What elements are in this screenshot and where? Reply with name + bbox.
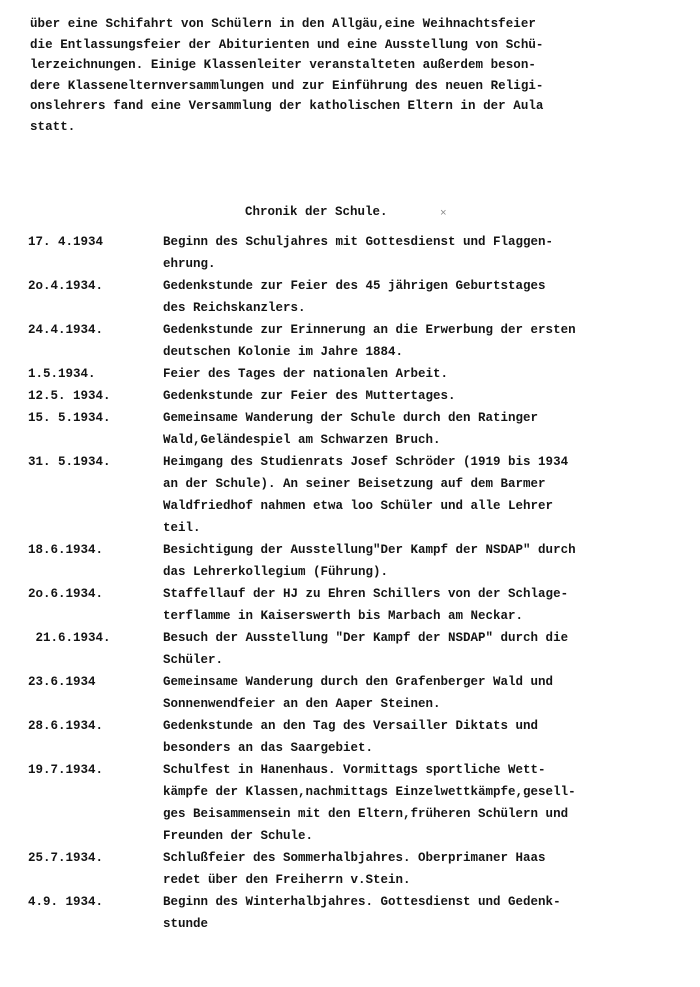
entry-date: 12.5. 1934. (28, 389, 111, 403)
entry-date: 21.6.1934. (28, 631, 111, 645)
entry-line: kämpfe der Klassen,nachmittags Einzelwettkämpfe,gesell- (163, 785, 576, 799)
chronicle-entry (0, 671, 700, 715)
entry-line: Waldfriedhof nahmen etwa loo Schüler und alle Lehrer (163, 499, 554, 513)
entry-line: Gedenkstunde an den Tag des Versailler Diktats und (163, 719, 539, 733)
entry-line: terflamme in Kaiserswerth bis Marbach am Neckar. (163, 609, 524, 623)
entry-line: Freunden der Schule. (163, 829, 314, 843)
chronicle-entry (0, 539, 700, 583)
entry-date: 23.6.1934 (28, 675, 96, 689)
chronicle-entry (0, 363, 700, 385)
entry-line: Staffellauf der HJ zu Ehren Schillers von der Schlage- (163, 587, 569, 601)
entry-line: Sonnenwendfeier an den Aaper Steinen. (163, 697, 441, 711)
entry-date: 15. 5.1934. (28, 411, 111, 425)
chronicle-entry (0, 231, 700, 275)
chronicle-entry (0, 715, 700, 759)
entry-line: stunde (163, 917, 209, 931)
entry-text (163, 363, 700, 385)
entry-line: redet über den Freiherrn v.Stein. (163, 873, 411, 887)
entry-text (163, 627, 700, 671)
entry-date: 25.7.1934. (28, 851, 104, 865)
entry-line: besonders an das Saargebiet. (163, 741, 374, 755)
entry-line: Beginn des Schuljahres mit Gottesdienst und Flaggen- (163, 235, 554, 249)
entry-line: des Reichskanzlers. (163, 301, 306, 315)
intro-line: onslehrers fand eine Versammlung der katholischen Eltern in der Aula (30, 99, 544, 114)
entry-line: Gedenkstunde zur Feier des Muttertages. (163, 389, 456, 403)
intro-paragraph (30, 14, 690, 138)
entry-text (163, 583, 700, 627)
entry-date: 24.4.1934. (28, 323, 104, 337)
intro-line: dere Klassenelternversammlungen und zur Einführung des neuen Religi- (30, 78, 544, 93)
entry-text (163, 891, 700, 935)
entry-line: Feier des Tages der nationalen Arbeit. (163, 367, 449, 381)
chronicle-entry (0, 407, 700, 451)
entry-text (163, 715, 700, 759)
chronicle-list (0, 231, 700, 935)
entry-text (163, 319, 700, 363)
intro-line: statt. (30, 119, 76, 134)
entry-line: Schüler. (163, 653, 224, 667)
entry-line: Besuch der Ausstellung "Der Kampf der NSDAP" durch die (163, 631, 569, 645)
entry-text (163, 231, 700, 275)
entry-line: Schulfest in Hanenhaus. Vormittags sportliche Wett- (163, 763, 546, 777)
entry-date: 19.7.1934. (28, 763, 104, 777)
entry-line: Beginn des Winterhalbjahres. Gottesdienst und Gedenk- (163, 895, 561, 909)
pencil-mark-icon: × (440, 208, 447, 220)
entry-date: 2o.6.1934. (28, 587, 104, 601)
chronicle-heading: Chronik der Schule. (245, 205, 388, 219)
entry-line: Schlußfeier des Sommerhalbjahres. Oberprimaner Haas (163, 851, 546, 865)
chronicle-entry (0, 451, 700, 539)
intro-line: die Entlassungsfeier der Abiturienten und eine Ausstellung von Schü- (30, 37, 544, 52)
chronicle-entry (0, 385, 700, 407)
entry-date: 4.9. 1934. (28, 895, 104, 909)
entry-line: Wald,Geländespiel am Schwarzen Bruch. (163, 433, 441, 447)
entry-date: 17. 4.1934 (28, 235, 104, 249)
entry-line: das Lehrerkollegium (Führung). (163, 565, 389, 579)
chronicle-entry (0, 891, 700, 935)
entry-text (163, 759, 700, 847)
entry-text (163, 539, 700, 583)
entry-date: 31. 5.1934. (28, 455, 111, 469)
chronicle-entry (0, 759, 700, 847)
entry-line: Besichtigung der Ausstellung"Der Kampf der NSDAP" durch (163, 543, 576, 557)
intro-line: über eine Schifahrt von Schülern in den Allgäu,eine Weihnachtsfeier (30, 17, 536, 31)
entry-line: Gemeinsame Wanderung durch den Grafenberger Wald und (163, 675, 554, 689)
entry-line: Gedenkstunde zur Erinnerung an die Erwerbung der ersten (163, 323, 576, 337)
entry-date: 18.6.1934. (28, 543, 104, 557)
entry-date: 28.6.1934. (28, 719, 104, 733)
entry-line: Gedenkstunde zur Feier des 45 jährigen Geburtstages (163, 279, 546, 293)
entry-date: 2o.4.1934. (28, 279, 104, 293)
entry-text (163, 275, 700, 319)
entry-line: deutschen Kolonie im Jahre 1884. (163, 345, 404, 359)
chronicle-entry (0, 275, 700, 319)
intro-line: lerzeichnungen. Einige Klassenleiter veranstalteten außerdem beson- (30, 58, 536, 73)
entry-text (163, 671, 700, 715)
entry-line: an der Schule). An seiner Beisetzung auf dem Barmer (163, 477, 546, 491)
entry-line: ges Beisammensein mit den Eltern,früheren Schülern und (163, 807, 569, 821)
chronicle-entry (0, 847, 700, 891)
entry-date: 1.5.1934. (28, 367, 96, 381)
entry-text (163, 451, 700, 539)
entry-line: Gemeinsame Wanderung der Schule durch den Ratinger (163, 411, 539, 425)
chronicle-entry (0, 319, 700, 363)
chronicle-entry (0, 627, 700, 671)
entry-line: teil. (163, 521, 201, 535)
entry-line: ehrung. (163, 257, 216, 271)
entry-text (163, 407, 700, 451)
entry-line: Heimgang des Studienrats Josef Schröder (1919 bis 1934 (163, 455, 569, 469)
chronicle-entry (0, 583, 700, 627)
entry-text (163, 847, 700, 891)
entry-text (163, 385, 700, 407)
